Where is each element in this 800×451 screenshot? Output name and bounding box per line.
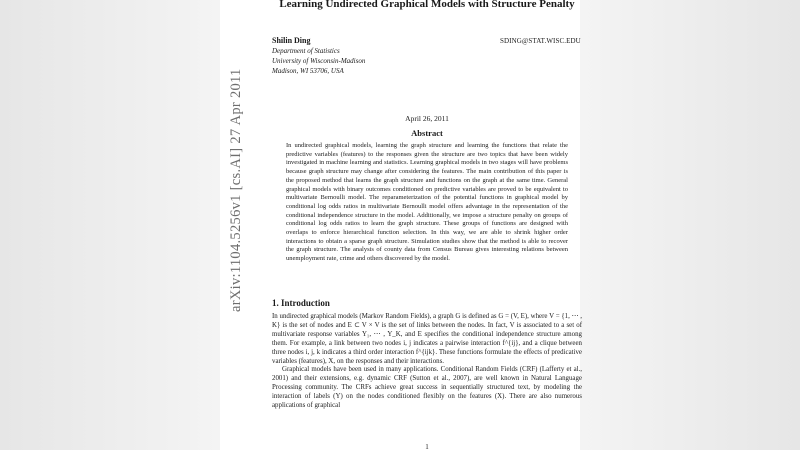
paper-date: April 26, 2011 xyxy=(405,114,449,123)
introduction-paragraph-1: In undirected graphical models (Markov Random Fields), a graph G is defined as G = (V, E), where V = {1, ⋯ , K} is the set of nodes and E ⊂ V × V is the set of links between the nodes. In fact, V is associated to a set of multivariate response variables Y₁, ⋯ , Y_K, and E specifies the conditional independence structure among them. For example, a link between two nodes i, j indicates a pairwise interaction f^{ij}, and a clique between three nodes i, j, k indicates a third order interaction f^{ijk}. These functions formulate the effects of predicative variables (features), X, on the responses and their interactions. xyxy=(272,313,582,365)
abstract-text: In undirected graphical models, learning the graph structure and learning the functions that relate the predictive variables (features) to the responses given the structure are two topics that have been widely investigated in machine learning and statistics. Learning graphical models in two stages will have problems because graph structure may change after considering the features. The main contribution of this paper is the proposed method that learns the graph structure and functions on the graph at the same time. General graphical models with binary outcomes conditioned on predictive variables are proved to be equivalent to multivariate Bernoulli model. The reparameterization of the potential functions in graphical model by conditional log odds ratios in multivariate Bernoulli model offers advantage in the representation of the conditional independence structure in the model. Additionally, we impose a structure penalty on groups of conditional log odds ratios to learn the graph structure. These groups of functions are designed with overlaps to enforce hierarchical function selection. In this way, we are able to shrink higher order interactions to obtain a sparse graph structure. Simulation studies show that the method is able to recover the graph structure. The analysis of county data from Census Bureau gives interesting relations between unemployment rate, crime and others discovered by the model. xyxy=(286,142,568,263)
introduction-paragraph-2: Graphical models have been used in many applications. Conditional Random Fields (CRF) (Lafferty et al., 2001) and their extensions, e.g. dynamic CRF (Sutton et al., 2007), are well known in Natural Language Processing community. The CRFs achieve great success in sequentially structured text, by modeling the interaction of labels (Y) on the nodes conditioned flexibly on the features (X). There are also numerous applications of graphical xyxy=(272,366,582,410)
viewer-background-left xyxy=(0,0,220,450)
arxiv-identifier-stamp: arXiv:1104.5256v1 [cs.AI] 27 Apr 2011 xyxy=(228,68,244,312)
author-name: Shilin Ding xyxy=(272,36,311,45)
page-number: 1 xyxy=(425,443,429,451)
introduction-body xyxy=(272,313,582,411)
author-department: Department of Statistics xyxy=(272,47,340,55)
section-heading-introduction: 1. Introduction xyxy=(272,298,330,308)
paper-title: Learning Undirected Graphical Models with Structure Penalty xyxy=(279,0,575,10)
author-university: University of Wisconsin-Madison xyxy=(272,57,366,65)
author-email: SDING@STAT.WISC.EDU xyxy=(500,37,581,45)
abstract-heading: Abstract xyxy=(411,128,443,138)
viewer-background-right xyxy=(580,0,800,450)
author-location: Madison, WI 53706, USA xyxy=(272,67,344,75)
